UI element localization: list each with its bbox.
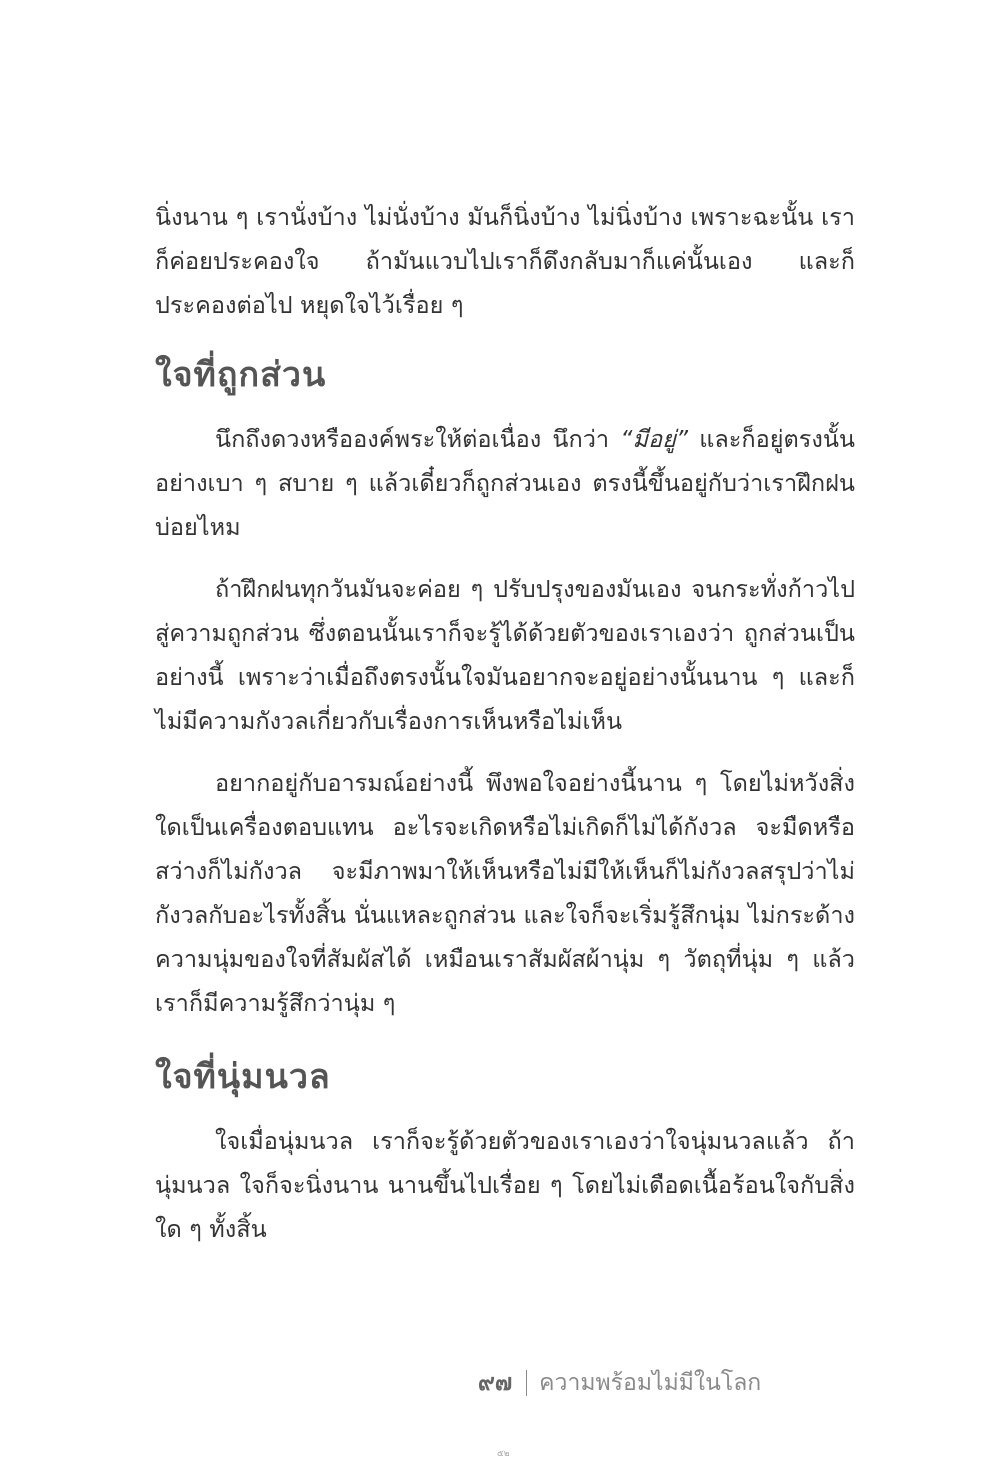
section1-p1-text-after: และก็อยู่ตรงนั้นอย่างเบา ๆ สบาย ๆ แล้วเดี๋ยวก็ถูกส่วนเอง ตรงนี้ขึ้นอยู่กับว่าเราฝึกฝนบ่อยไหม xyxy=(155,425,855,541)
page-footer xyxy=(478,1365,761,1401)
bottom-page-mark: ๕๒ xyxy=(497,1449,510,1459)
book-title: ความพร้อมไม่มีในโลก xyxy=(539,1370,762,1396)
section2-paragraph-1: ใจเมื่อนุ่มนวล เราก็จะรู้ด้วยตัวของเราเองว่าใจนุ่มนวลแล้ว ถ้านุ่มนวล ใจก็จะนิ่งนาน นานขึ้นไปเรื่อย ๆ โดยไม่เดือดเนื้อร้อนใจกับสิ่งใด ๆ ทั้งสิ้น xyxy=(155,1127,855,1243)
section-heading-correct-balance: ใจที่ถูกส่วน xyxy=(155,355,327,395)
paragraph-gap xyxy=(155,549,855,567)
paragraph-gap xyxy=(155,743,855,761)
section1-paragraph-2: ถ้าฝึกฝนทุกวันมันจะค่อย ๆ ปรับปรุงของมันเอง จนกระทั่งก้าวไปสู่ความถูกส่วน ซึ่งตอนนั้นเราก็จะรู้ได้ด้วยตัวของเราเองว่า ถูกส่วนเป็นอย่างนี้ เพราะว่าเมื่อถึงตรงนั้นใจมันอยากจะอยู่อย่างนั้นนาน ๆ และก็ไม่มีความกังวลเกี่ยวกับเรื่องการเห็นหรือไม่เห็น xyxy=(155,575,855,735)
section1-p1-quote: “มีอยู่” xyxy=(620,425,689,453)
intro-paragraph: นิ่งนาน ๆ เรานั่งบ้าง ไม่นั่งบ้าง มันก็นิ่งบ้าง ไม่นิ่งบ้าง เพราะฉะนั้น เราก็ค่อยประคองใจ ถ้ามันแวบไปเราก็ดึงกลับมาก็แค่นั้นเอง และก็ประคองต่อไป หยุดใจไว้เรื่อย ๆ xyxy=(155,203,855,319)
page-number: ๙๗ xyxy=(478,1370,513,1396)
section1-p1-text-before: นึกถึงดวงหรือองค์พระให้ต่อเนื่อง นึกว่า xyxy=(215,425,621,453)
section1-paragraph-1 xyxy=(155,417,855,549)
page-content xyxy=(155,195,855,1251)
footer-divider xyxy=(526,1370,527,1396)
section-heading-gentle-mind: ใจที่นุ่มนวล xyxy=(155,1057,331,1097)
section1-paragraph-3: อยากอยู่กับอารมณ์อย่างนี้ พึงพอใจอย่างนี้นาน ๆ โดยไม่หวังสิ่งใดเป็นเครื่องตอบแทน อะไรจะเกิดหรือไม่เกิดก็ไม่ได้กังวล จะมืดหรือสว่างก็ไม่กังวล จะมีภาพมาให้เห็นหรือไม่มีให้เห็นก็ไม่กังวลสรุปว่าไม่กังวลกับอะไรทั้งสิ้น นั่นแหละถูกส่วน และใจก็จะเริ่มรู้สึกนุ่ม ไม่กระด้าง ความนุ่มของใจที่สัมผัสได้ เหมือนเราสัมผัสผ้านุ่ม ๆ วัตถุที่นุ่ม ๆ แล้วเราก็มีความรู้สึกว่านุ่ม ๆ xyxy=(155,769,855,1017)
